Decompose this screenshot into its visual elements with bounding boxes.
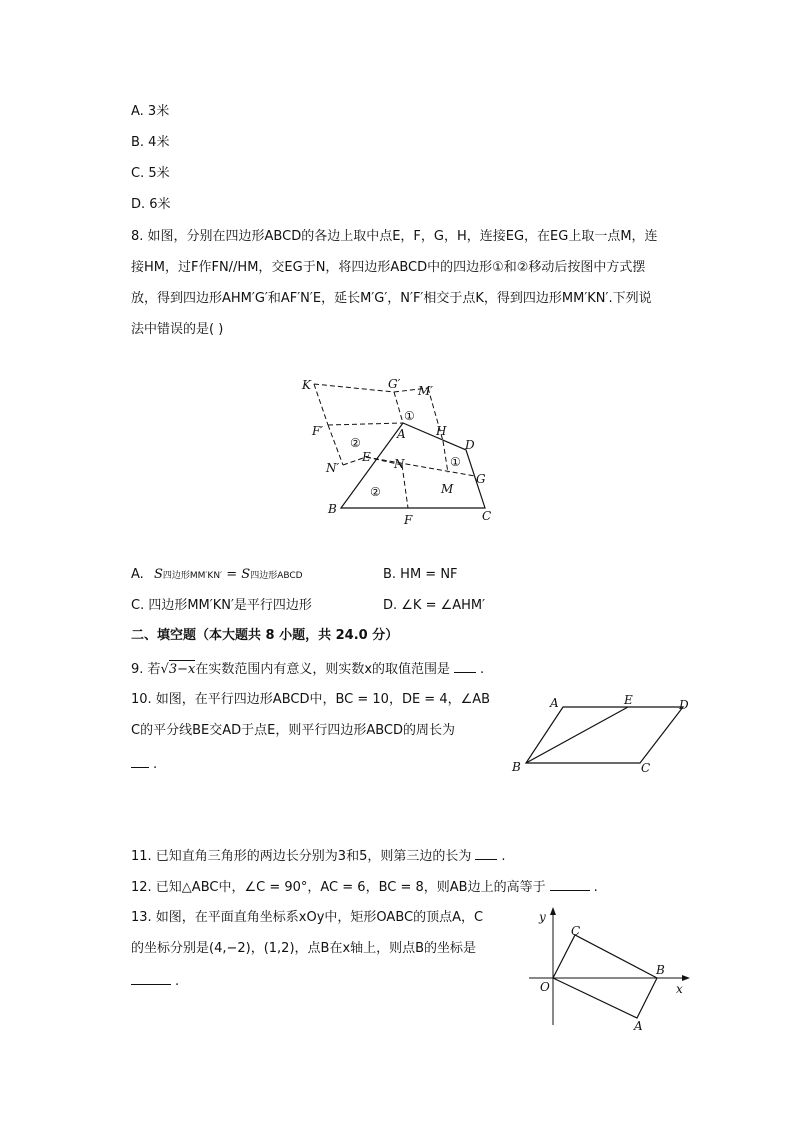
q8-option-d: D. ∠K = ∠AHM′ [383, 598, 486, 613]
fig8-label-b: B [328, 502, 337, 516]
q10-figure [508, 693, 698, 775]
fig8-label-n: N [394, 457, 405, 471]
q11-answer-blank[interactable] [475, 847, 497, 860]
quad-abcd [341, 423, 485, 508]
fig8-label-f: F [404, 513, 413, 527]
fig10-label-c: C [641, 761, 651, 775]
q13-line-1: 13. 如图，在平面直角坐标系xOy中，矩形OABC的顶点A，C [131, 910, 484, 925]
q7-option-b: B. 4米 [131, 135, 170, 150]
q11: 11. 已知直角三角形的两边长分别为3和5，则第三边的长为 . [131, 849, 506, 864]
fig8-label-k: K [302, 378, 311, 392]
q10-line-2: C的平分线BE交AD于点E，则平行四边形ABCD的周长为 [131, 723, 455, 738]
fig8-label-h: H [436, 424, 447, 438]
fig8-label-m: M [441, 482, 454, 496]
fig13-label-c: C [571, 924, 581, 938]
q7-option-c: C. 5米 [131, 166, 170, 181]
q12-answer-blank[interactable] [550, 878, 590, 891]
fig8-label-g: G [476, 472, 486, 486]
fig8-label-f1: F′ [312, 424, 324, 438]
q13-answer-blank[interactable] [131, 972, 171, 985]
fig13-label-b: B [656, 963, 665, 977]
q8-line-3: 放，得到四边形AHM′G′和AF′N′E，延长M′G′，N′F′相交于点K，得到四边形MM′KN′.下列说 [131, 291, 652, 306]
fig8-label-e: E [362, 450, 371, 464]
q8-option-c: C. 四边形MM′KN′是平行四边形 [131, 598, 312, 613]
fig8-label-n1: N′ [326, 461, 340, 475]
parallelogram-abcd [526, 707, 683, 763]
q13-figure [525, 905, 695, 1030]
fig8-label-d: D [465, 438, 475, 452]
fig10-label-a: A [550, 696, 559, 710]
segment-be [526, 707, 628, 763]
fig13-label-a: A [634, 1019, 643, 1030]
q8-line-2: 接HM，过F作FN//HM，交EG于N，将四边形ABCD中的四边形①和②移动后按图中方式摆 [131, 260, 646, 275]
fig10-label-d: D [679, 698, 689, 712]
fig8-label-m1: M′ [418, 384, 434, 398]
q10-line-1: 10. 如图，在平行四边形ABCD中，BC = 10，DE = 4，∠AB [131, 692, 491, 707]
fig8-label-c: C [482, 509, 492, 523]
q10-answer-blank[interactable] [131, 755, 149, 768]
fig10-label-e: E [624, 693, 633, 707]
x-axis-arrow [682, 975, 690, 981]
fig10-label-b: B [512, 760, 521, 774]
fig8-circle-1b: ① [450, 455, 461, 469]
fig8-circle-2a: ② [350, 436, 361, 450]
fig8-circle-1a: ① [404, 409, 415, 423]
q13-line-2: 的坐标分别是(4,−2)，(1,2)，点B在x轴上，则点B的坐标是 [131, 941, 477, 956]
q12: 12. 已知△ABC中，∠C = 90°，AC = 6，BC = 8，则AB边上的高等于 . [131, 880, 598, 895]
q9-answer-blank[interactable] [454, 660, 476, 673]
q9: 9. 若√3−x在实数范围内有意义，则实数x的取值范围是 . [131, 662, 485, 677]
fig8-label-g1: G′ [388, 377, 401, 391]
q10-line-3: . [131, 755, 157, 774]
q7-option-a: A. 3米 [131, 104, 170, 119]
rectangle-oabc [553, 935, 657, 1018]
fig8-circle-2b: ② [370, 485, 381, 499]
q7-option-d: D. 6米 [131, 197, 171, 212]
q8-figure [298, 375, 508, 530]
y-axis-arrow [550, 907, 556, 915]
fig13-label-x: x [676, 982, 683, 996]
q8-line-4: 法中错误的是( ) [131, 322, 224, 337]
fig8-label-a: A [397, 427, 406, 441]
q8-line-1: 8. 如图，分别在四边形ABCD的各边上取中点E，F，G，H，连接EG，在EG上取一点M，连 [131, 229, 658, 244]
q8-option-b: B. HM = NF [383, 567, 458, 582]
q13-line-3: . [131, 972, 179, 991]
fig13-label-o: O [540, 980, 550, 994]
q8-option-a: A. S四边形MM′KN′ = S四边形ABCD [131, 567, 303, 582]
fig13-label-y: y [539, 910, 546, 924]
section-title: 二、填空题（本大题共 8 小题，共 24.0 分） [131, 628, 399, 643]
